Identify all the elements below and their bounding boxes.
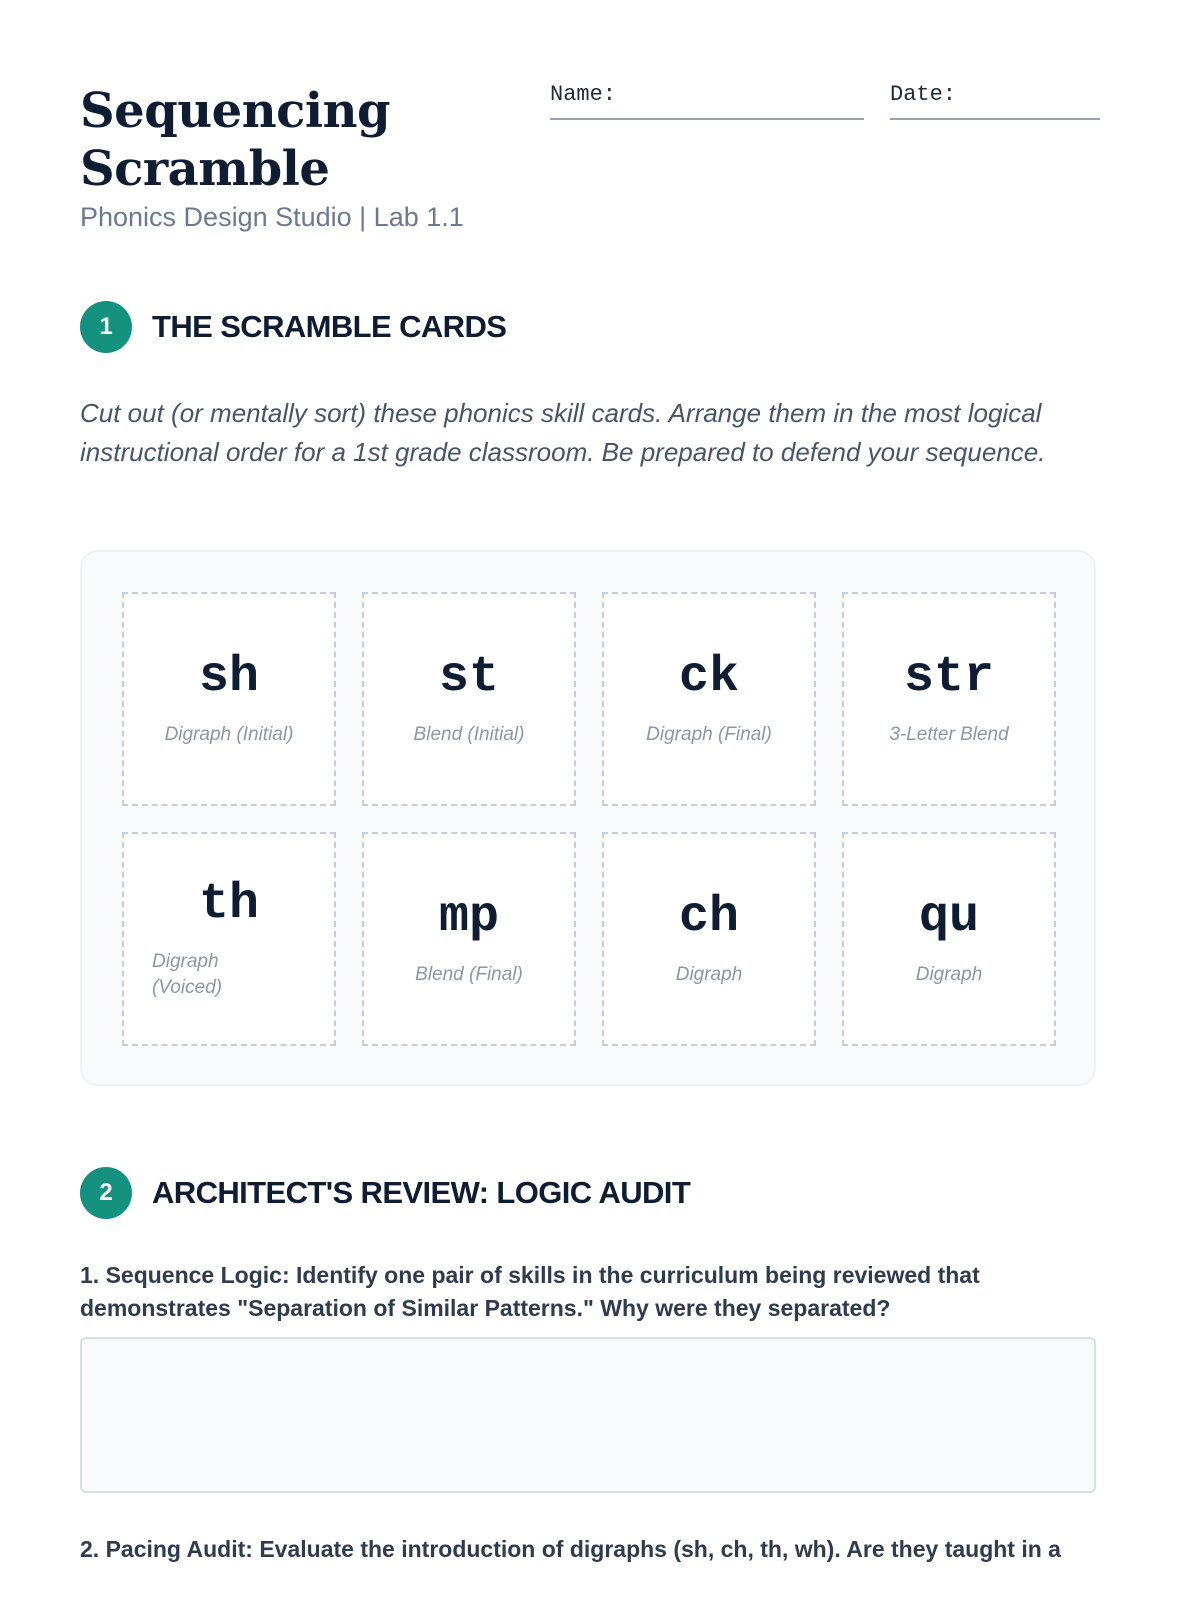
card-label: Digraph	[675, 964, 743, 985]
card-letters: th	[198, 876, 259, 933]
scramble-card[interactable]	[122, 592, 336, 806]
name-field[interactable]	[550, 78, 864, 120]
scramble-card[interactable]	[842, 832, 1056, 1046]
card-label: Blend (Final)	[415, 964, 523, 985]
section-1-title: THE SCRAMBLE CARDS	[152, 309, 507, 344]
card-label: Digraph (Initial)	[164, 724, 294, 745]
scramble-card[interactable]	[602, 592, 816, 806]
scramble-card[interactable]	[122, 832, 336, 1046]
scramble-card[interactable]	[602, 832, 816, 1046]
card-label: Digraph (Voiced)	[152, 951, 223, 998]
section-2-title: ARCHITECT'S REVIEW: LOGIC AUDIT	[152, 1175, 691, 1210]
card-label: Blend (Initial)	[413, 724, 525, 745]
scramble-card[interactable]	[842, 592, 1056, 806]
page-title: Sequencing Scramble	[80, 83, 391, 197]
card-letters: sh	[198, 649, 259, 706]
scramble-card[interactable]	[362, 832, 576, 1046]
card-label: Digraph	[915, 964, 983, 985]
section-1-number-badge: 1	[80, 301, 132, 353]
card-letters: str	[903, 649, 994, 706]
instructions-text: Cut out (or mentally sort) these phonics skill cards. Arrange them in the most logical instructional order for a 1st grade classroom. Be prepared to defend your sequence.	[80, 398, 1046, 467]
date-label: Date:	[890, 82, 957, 107]
page-subtitle: Phonics Design Studio | Lab 1.1	[80, 202, 464, 232]
worksheet-page	[80, 0, 1100, 1600]
scramble-card[interactable]	[362, 592, 576, 806]
card-label: 3-Letter Blend	[889, 724, 1009, 745]
card-board	[80, 550, 1096, 1086]
question-1-text: 1. Sequence Logic: Identify one pair of skills in the curriculum being reviewed that demonstrates "Separation of Similar Patterns." Why were they separated?	[80, 1262, 980, 1321]
date-field[interactable]	[890, 78, 1100, 120]
card-letters: mp	[438, 889, 499, 946]
section-2-number-badge: 2	[80, 1167, 132, 1219]
name-label: Name:	[550, 82, 617, 107]
section-2-header	[80, 1167, 690, 1219]
card-letters: ch	[678, 889, 739, 946]
card-letters: ck	[678, 649, 739, 706]
card-label: Digraph (Final)	[646, 724, 772, 745]
question-1-answer-box[interactable]	[80, 1337, 1096, 1493]
question-2-text: 2. Pacing Audit: Evaluate the introduction of digraphs (sh, ch, th, wh). Are they taught in a	[80, 1536, 1061, 1562]
section-1-header	[80, 301, 506, 353]
card-letters: qu	[918, 889, 979, 946]
card-letters: st	[438, 649, 499, 706]
